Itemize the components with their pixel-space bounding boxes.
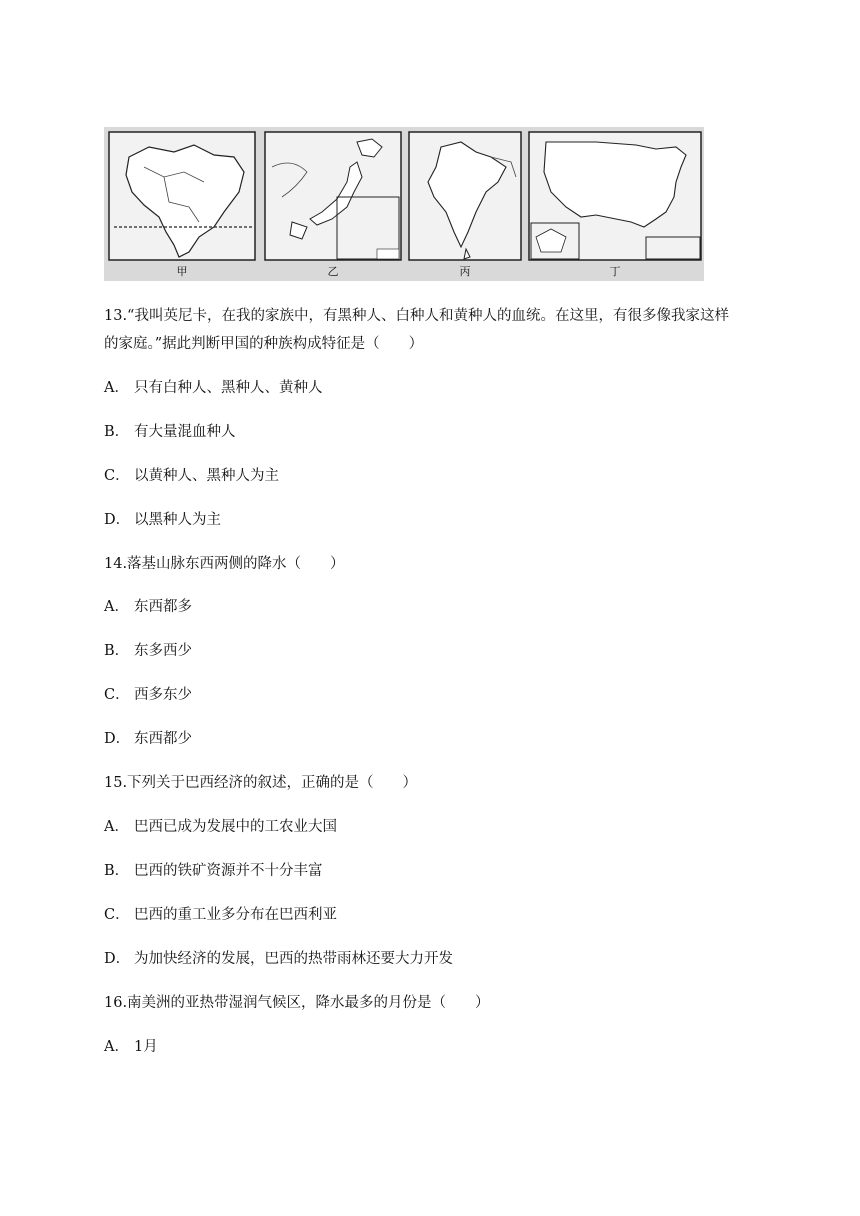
option-letter: C． (104, 468, 130, 484)
option-letter: B． (104, 424, 130, 440)
option-text: 1月 (134, 1039, 158, 1055)
map-label: 乙 (327, 265, 339, 278)
option-letter: A． (104, 599, 129, 615)
question-14-option-a (104, 597, 192, 617)
option-letter: B． (104, 863, 130, 879)
map-usa (526, 127, 704, 281)
option-letter: A． (104, 1039, 129, 1055)
usa-outline-image (526, 127, 704, 281)
question-16-option-a (104, 1037, 158, 1057)
option-text: 东西都少 (134, 731, 192, 747)
question-14-option-b (104, 641, 192, 661)
question-13-option-d (104, 510, 221, 530)
option-letter: D． (104, 951, 131, 967)
question-16-stem: 16.南美洲的亚热带湿润气候区，降水最多的月份是（ ） (104, 995, 490, 1011)
japan-outline-image (262, 127, 404, 281)
question-13-option-a (104, 378, 323, 398)
map-label: 丙 (459, 265, 471, 278)
question-13-stem-line-2: 的家庭。”据此判断甲国的种族构成特征是（ ） (104, 336, 424, 352)
question-13-option-c (104, 466, 279, 486)
option-text: 只有白种人、黑种人、黄种人 (134, 380, 323, 396)
map-brazil (104, 127, 260, 281)
map-japan (262, 127, 404, 281)
option-text: 东西都多 (134, 599, 192, 615)
option-letter: C． (104, 687, 130, 703)
question-15-option-a (104, 817, 337, 837)
map-label: 甲 (176, 265, 188, 278)
option-text: 巴西已成为发展中的工农业大国 (134, 819, 337, 835)
option-letter: A． (104, 819, 129, 835)
question-14-option-d (104, 729, 192, 749)
option-text: 巴西的铁矿资源并不十分丰富 (134, 863, 323, 879)
map-label: 丁 (609, 265, 621, 278)
map-figure-strip (104, 127, 704, 281)
brazil-outline-image (104, 127, 260, 281)
question-15-option-d (104, 949, 453, 969)
question-13-stem-line-1: 13.“我叫英尼卡，在我的家族中，有黑种人、白种人和黄种人的血统。在这里，有很多像我家这样 (104, 308, 729, 324)
option-letter: D． (104, 731, 131, 747)
map-india (406, 127, 524, 281)
india-outline-image (406, 127, 524, 281)
question-14-option-c (104, 685, 192, 705)
option-letter: C． (104, 907, 130, 923)
question-15-option-c (104, 905, 337, 925)
option-text: 东多西少 (134, 643, 192, 659)
option-letter: B． (104, 643, 130, 659)
option-letter: D． (104, 512, 131, 528)
option-text: 有大量混血种人 (134, 424, 236, 440)
question-14-stem: 14.落基山脉东西两侧的降水（ ） (104, 556, 345, 572)
option-text: 以黑种人为主 (134, 512, 221, 528)
option-text: 为加快经济的发展，巴西的热带雨林还要大力开发 (134, 951, 453, 967)
option-text: 西多东少 (134, 687, 192, 703)
question-15-stem: 15.下列关于巴西经济的叙述，正确的是（ ） (104, 775, 418, 791)
question-15-option-b (104, 861, 323, 881)
option-letter: A． (104, 380, 129, 396)
option-text: 以黄种人、黑种人为主 (134, 468, 279, 484)
question-13-option-b (104, 422, 236, 442)
option-text: 巴西的重工业多分布在巴西利亚 (134, 907, 337, 923)
